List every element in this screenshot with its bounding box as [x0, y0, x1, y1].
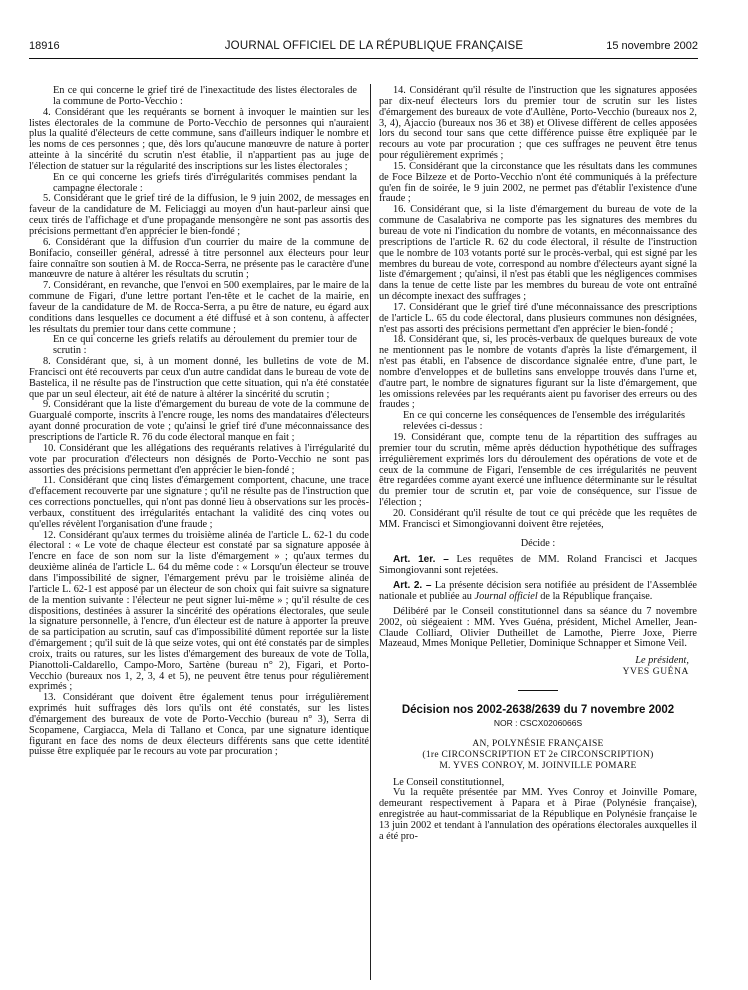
paragraph: 20. Considérant qu'il résulte de tout ce qui précède que les requêtes de MM. Francisci et Simongiovanni doivent être rejetées,: [379, 507, 697, 530]
paragraph: 15. Considérant que la circonstance que les résultats dans les communes de Foce Bilzeze et de Porto-Vecchio n'ont été communiqués à la préfecture qu'en fin de soirée, le 9 juin 2002, ne permet pas d'établir l'existence d'une fraude ;: [379, 160, 697, 205]
header-rule: [29, 58, 698, 59]
section-heading: En ce qui concerne les griefs relatifs au déroulement du premier tour de scrutin :: [53, 334, 357, 357]
council-opening: Le Conseil constitutionnel,: [393, 776, 505, 788]
paragraph: 9. Considérant que la liste d'émargement du bureau de vote de la commune de Guargualé comporte, inscrits à l'encre rouge, les noms des mandataires d'électeurs ayant donné procuration de vote ; qu'ainsi le grief tiré d'une méconnaissance des prescriptions de l'article R. 76 du code électoral manque en fait ;: [29, 399, 369, 443]
paragraph: Vu la requête présentée par MM. Yves Conroy et Joinville Pomare, demeurant respectivement à Papara et à Pirae (Polynésie française), enregistrée au haut-commissariat de la République en Polynésie française le 13 juin 2002 et tendant à l'annulation des opérations électorales auxquelles il a été pro-: [379, 787, 697, 842]
paragraph: 8. Considérant que, si, à un moment donné, les bulletins de vote de M. Francisci ont été recouverts par ceux d'un autre candidat dans le bureau de vote de Bastelica, il ne résulte pas de l'instruction que cette situation, qui n'a été constatée que par un seul électeur, ait été de nature à altérer la sincérité du scrutin ;: [29, 356, 369, 400]
column-divider: [370, 84, 371, 980]
page-header: [0, 0, 748, 76]
paragraph: 17. Considérant que le grief tiré d'une méconnaissance des prescriptions de l'article L. 65 du code électoral, dans plusieurs communes non désignées, n'est pas assorti des précisions permettant d'en apprécier le bien-fondé ;: [379, 301, 697, 335]
article-2-text-end: de la République française.: [540, 590, 653, 602]
paragraph: 10. Considérant que les allégations des requérants relatives à l'irrégularité du vote par procuration d'électeurs non désignés de Porto-Vecchio ne sont pas assorties des précisions permettant d'en apprécier le bien-fondé ;: [29, 442, 369, 476]
signature-role: Le président,: [635, 655, 689, 667]
parties-heading: M. YVES CONROY, M. JOINVILLE POMARE: [439, 760, 637, 771]
paragraph: 4. Considérant que les requérants se bornent à invoquer le maintien sur les listes électorales de la commune de Porto-Vecchio de personnes qui n'auraient plus la qualité d'électeurs de cette commune, sans d'ailleurs indiquer le nombre et les noms de ces personnes ; que, dès lors qu'aucune manœuvre de nature à porter atteinte à la sincérité du scrutin n'est établie, il n'appartient pas au juge de l'élection de statuer sur la régularité des inscriptions sur les listes électorales ;: [29, 106, 369, 172]
article-1-label: Art. 1er. –: [393, 554, 449, 566]
journal-reference: Journal officiel: [474, 590, 538, 602]
circonscriptions-heading: (1re CIRCONSCRIPTION ET 2e CIRCONSCRIPTION): [422, 749, 654, 760]
decide-heading: Décide :: [520, 537, 556, 549]
article-1: [379, 555, 697, 577]
nor-reference: NOR : CSCX0206066S: [493, 717, 583, 728]
deliberation: Délibéré par le Conseil constitutionnel dans sa séance du 7 novembre 2002, où siégeaient : MM. Yves Guéna, président, Michel Ameller, Jean-Claude Colliard, Olivier Dutheillet de Lamothe, Pierre Joxe, Pierre Mazeaud, Mmes Monique Pelletier, Dominique Schnapper et Simone Veil.: [379, 605, 697, 650]
decision-title: Décision nos 2002-2638/2639 du 7 novembre 2002: [401, 703, 675, 716]
separator-rule: [518, 690, 558, 691]
paragraph: 16. Considérant que, si la liste d'émargement du bureau de vote de la commune de Casalabriva ne comporte pas les signatures des membres du bureau de vote ni l'indication du nombre de votants, en méconnaissance des prescriptions de l'article R. 62 du code électoral, il résulte de l'instruction que le nombre de 103 votants porté sur le procès-verbal, qui est signé par les membres du bureau de vote, correspond au nombre d'électeurs ayant signé la liste d'émargement ; qu'ainsi, il n'est pas établi que les négligences commises dans la tenue de cette liste par les membres du bureau de vote ont entraîné un décompte inexact des suffrages ;: [379, 204, 697, 303]
paragraph: 5. Considérant que le grief tiré de la diffusion, le 9 juin 2002, de messages en faveur de la candidature de M. Feliciaggi au moyen d'un haut-parleur ainsi que ceux tirés de l'affichage et d'une propagande mensongère ne sont pas assortis des précisions permettant d'en apprécier le bien-fondé ;: [29, 193, 369, 237]
section-heading: En ce qui concerne les griefs tirés d'irrégularités commises pendant la campagne électorale :: [53, 171, 357, 194]
signature-name: YVES GUÉNA: [622, 667, 689, 678]
paragraph: 12. Considérant qu'aux termes du troisième alinéa de l'article L. 62-1 du code électoral : « Le vote de chaque électeur est constaté par sa signature apposée à l'encre en face de son nom sur la liste d'émargement » ; qu'aux termes du deuxième alinéa de l'article L. 64 du même code : « Lorsqu'un électeur se trouve dans l'impossibilité de signer, l'émargement prévu par le troisième alinéa de l'article L. 62-1 est apposé par un électeur de son choix qui fait suivre sa signature de la mention suivante : l'électeur ne peut signer lui-même » ; qu'il résulte de ces dispositions, destinées à assurer la sincérité des opérations électorales, que seule la signature personnelle, à l'encre, d'un électeur est de nature à apporter la preuve de sa participation au scrutin, sauf cas d'impossibilité dûment reportée sur la liste d'émargement ; qu'il suit de là que seize votes, qui ont été constatés par de simples croix, traits ou ratures, sur les listes d'émargement des bureaux de vote de Tolla, Pianottoli-Caldarello, Campo-Moro, Sartène (bureau n° 2), Figari, et Porto-Vecchio (bureaux nos 1, 2, 3, 4 et 5), ne peuvent être tenus pour régulièrement exprimés ;: [29, 529, 369, 693]
paragraph: 14. Considérant qu'il résulte de l'instruction que les signatures apposées par dix-neuf électeurs lors du premier tour de scrutin sur les listes d'émargement des bureaux de vote d'Aullène, Porto-Vecchio (bureaux nos 2, 3, 4), Ajaccio (bureaux nos 36 et 38) et Olivese diffèrent de celles apposées lors du second tour sans que cette différence puisse être expliquée par le recours au vote par procuration ; que ces suffrages ne peuvent être tenus pour régulièrement exprimés ;: [379, 85, 697, 162]
region-heading: AN, POLYNÉSIE FRANÇAISE: [472, 738, 604, 749]
signature-block: [379, 656, 697, 678]
paragraph: 11. Considérant que cinq listes d'émargement comportent, chacune, une trace d'effacement recouverte par une signature ; qu'il ne résulte pas de l'instruction que ces corrections ponctuelles, qui n'ont pas donné lieu à observations sur les procès-verbaux, constituent des irrégularités entachant la validité des cinq votes ou qu'elles révèlent l'organisation d'une fraude ;: [29, 475, 369, 530]
paragraph: 19. Considérant que, compte tenu de la répartition des suffrages au premier tour du scrutin, même après déduction hypothétique des suffrages irrégulièrement exprimés lors du déroulement des opérations de vote et de ceux de la commune de Figari, l'ensemble de ces irrégularités ne peuvent être regardées comme ayant exercé une influence déterminante sur le résultat du premier tour de scrutin et, par voie de conséquence, sur l'issue de l'élection ;: [379, 432, 697, 509]
section-heading: En ce qui concerne le grief tiré de l'inexactitude des listes électorales de la commune de Porto-Vecchio :: [53, 85, 357, 107]
issue-date: 15 novembre 2002: [606, 40, 698, 52]
paragraph: 18. Considérant que, si, les procès-verbaux de quelques bureaux de vote ne mentionnent pas le nombre de votants d'après la liste d'émargement, il n'est pas établi, en l'absence de discordance signalée entre, d'une part, le nombre d'enveloppes et de bulletins sans enveloppe trouvés dans l'urne et, d'autre part, le nombre de signatures figurant sur la liste d'émargement, que les omissions relevées par les requérants aient pu favoriser des erreurs ou des fraudes ;: [379, 334, 697, 411]
article-2-label: Art. 2. –: [393, 580, 432, 592]
article-1-text: Les requêtes de MM. Roland Francisci et Jacques Simongiovanni sont rejetées.: [379, 554, 697, 577]
paragraph: 7. Considérant, en revanche, que l'envoi en 500 exemplaires, par le maire de la commune de Figari, d'une lettre portant l'en-tête et le cachet de la mairie, en faveur de la candidature de M. de Rocca-Serra, a pu être de nature, eu égard aux conditions dans lesquelles ce document a été diffusé et à son contenu, à affecter les résultats du premier tour dans cette commune ;: [29, 280, 369, 335]
article-2-text: La présente décision sera notifiée au président de l'Assemblée nationale et publiée au: [379, 580, 697, 602]
journal-title: JOURNAL OFFICIEL DE LA RÉPUBLIQUE FRANÇAISE: [224, 40, 524, 52]
right-column: [379, 86, 697, 843]
section-heading: En ce qui concerne les conséquences de l'ensemble des irrégularités relevées ci-dessus :: [403, 410, 685, 433]
article-2: [379, 581, 697, 603]
paragraph: 13. Considérant que doivent être également tenus pour irrégulièrement exprimés huit suffrages dès lors qu'ils ont été constatés, sur les listes d'émargement des bureaux de vote de Porto-Vecchio (bureau n° 3), Serra di Scopamene, Cargiacca, Mela di Tallano et Conca, par une signature identique figurant en face des noms de deux électeurs différents sans que cette identité puisse être expliquée par le recours au vote par procuration ;: [29, 692, 369, 758]
page-number: 18916: [29, 40, 60, 52]
left-column: [29, 86, 369, 758]
paragraph: 6. Considérant que la diffusion d'un courrier du maire de la commune de Bonifacio, conseiller général, adressé à titre personnel aux électeurs pour leur faire connaître son soutien à M. de Rocca-Serra, ne présente pas le caractère d'une manœuvre de nature à altérer les résultats du scrutin ;: [29, 236, 369, 281]
